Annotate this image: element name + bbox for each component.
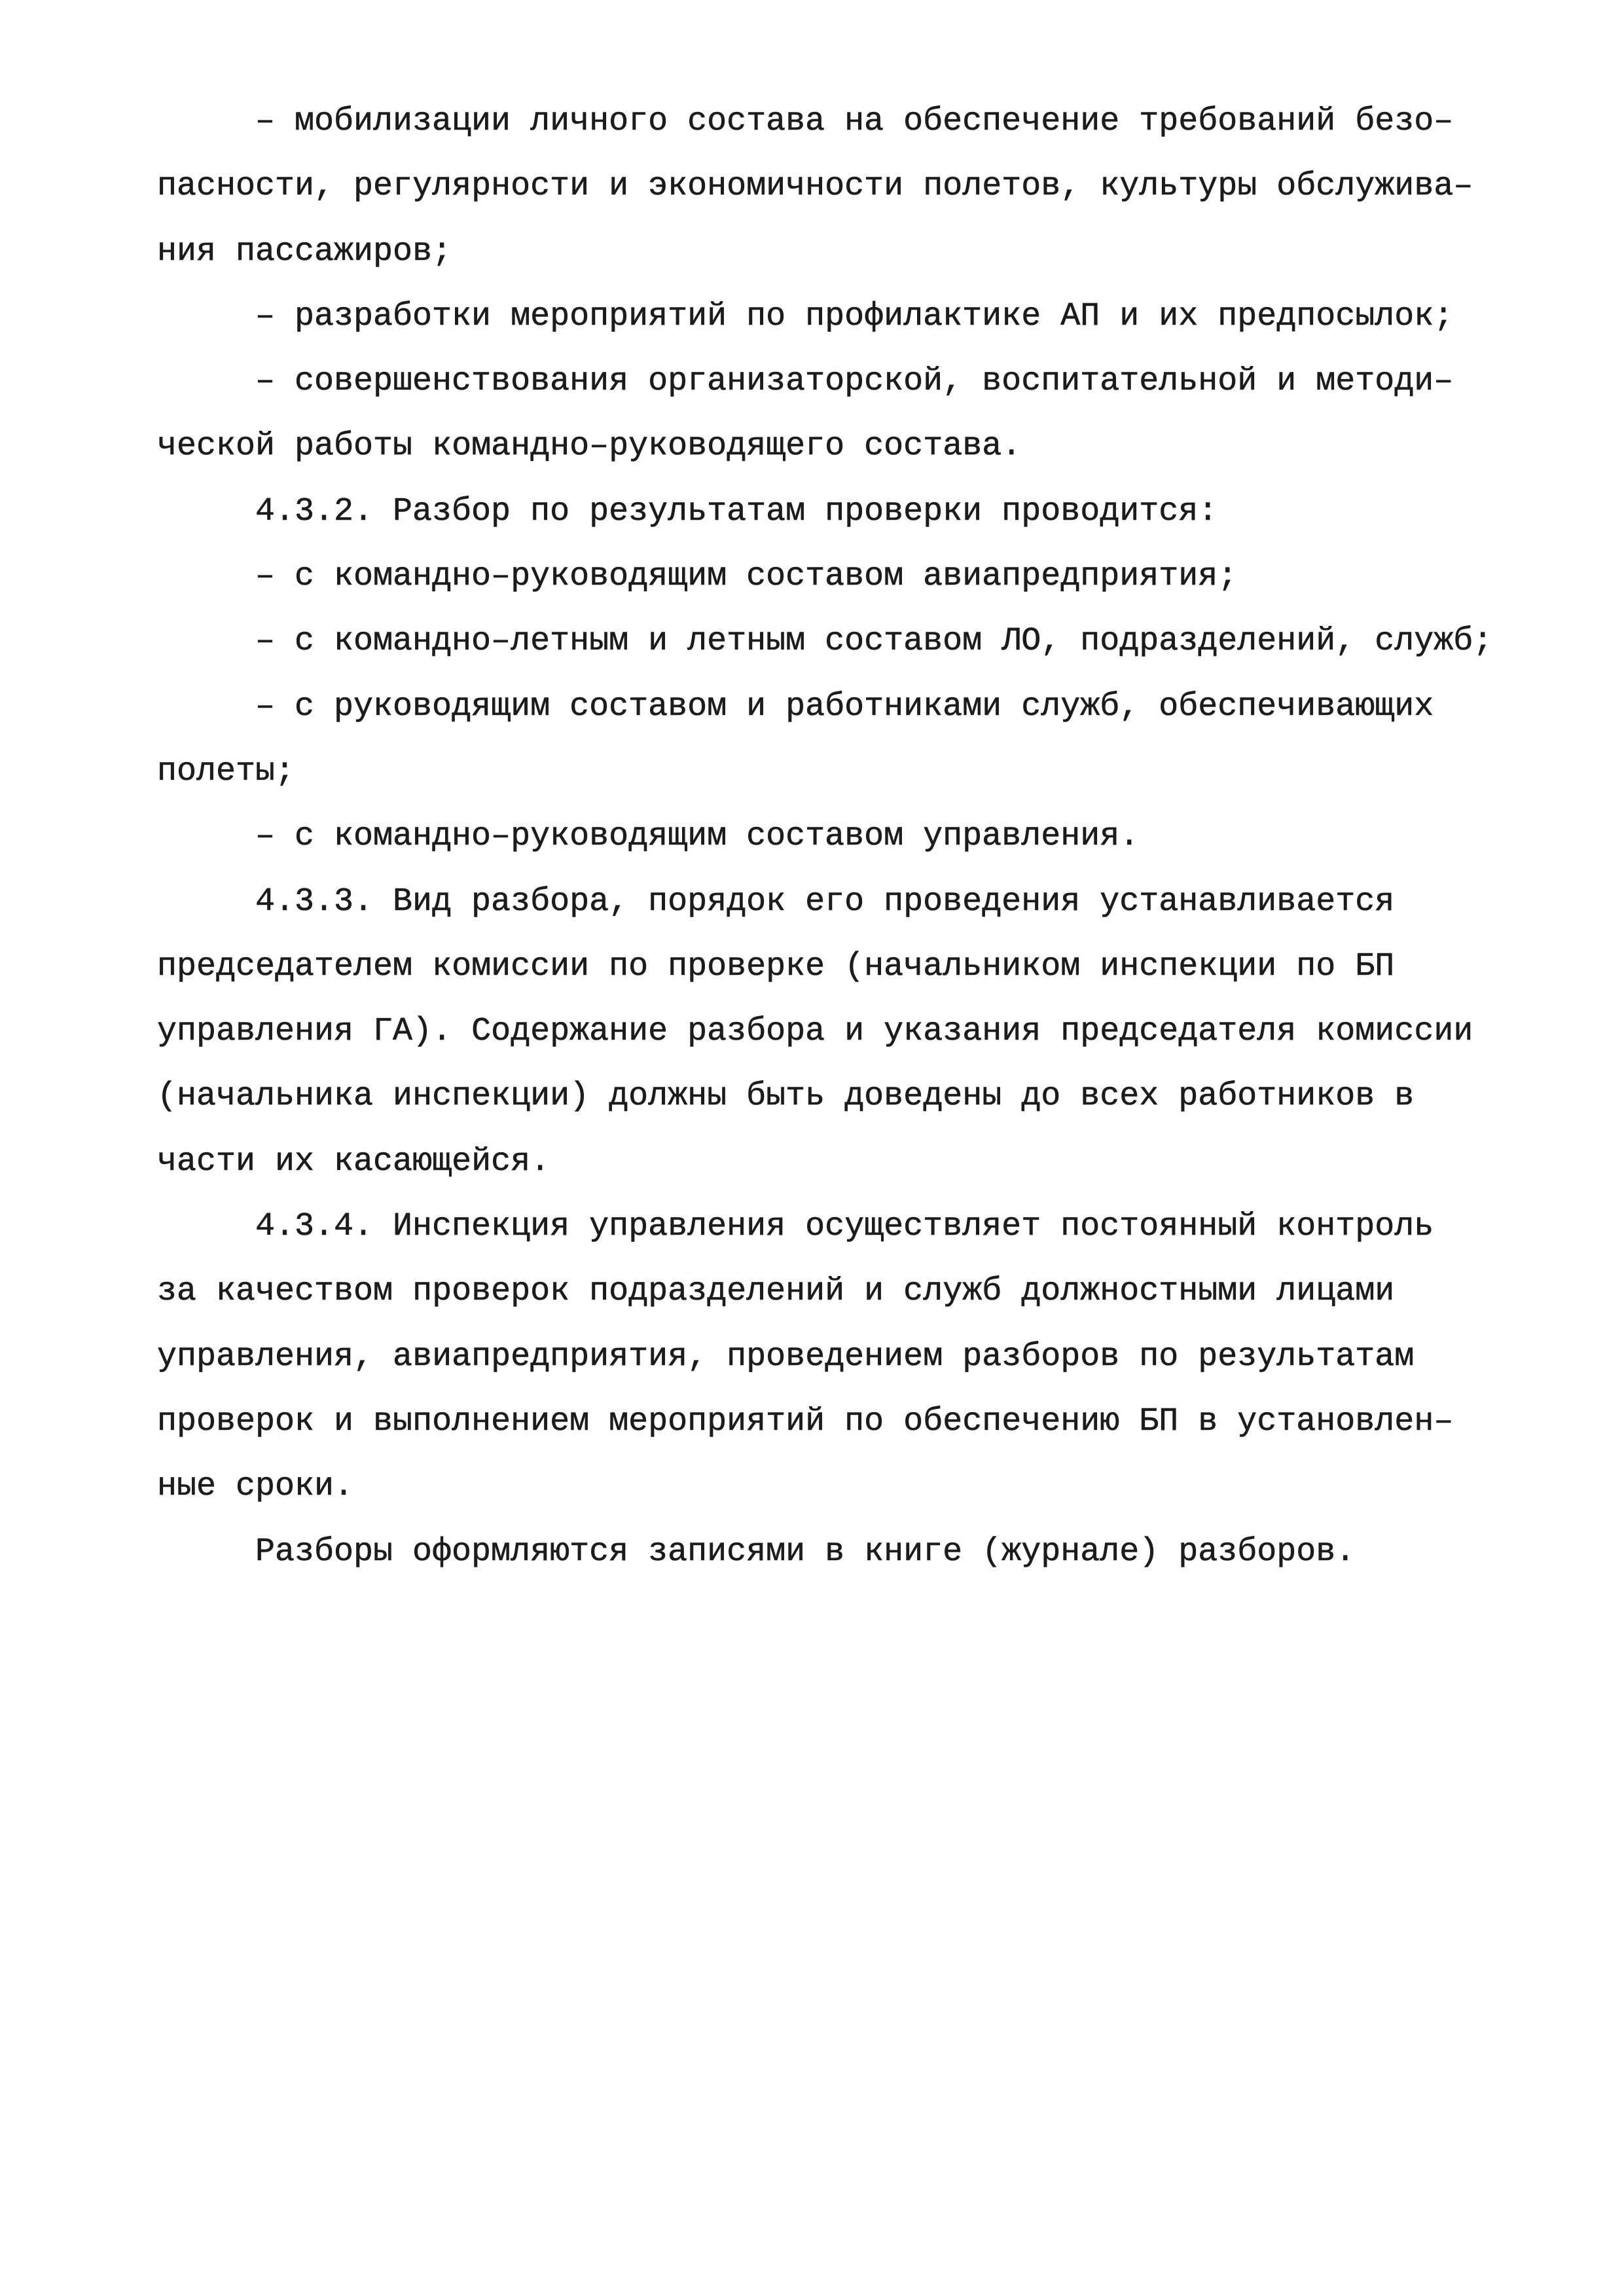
text-line: – с командно–летным и летным составом ЛО, подразделений, служб; (255, 623, 1493, 661)
text-line: ные сроки. (157, 1468, 354, 1506)
document-body (157, 89, 1532, 1584)
text-line: управления, авиапредприятия, проведением разборов по результатам (157, 1338, 1415, 1376)
text-line: за качеством проверок подразделений и служб должностными лицами (157, 1273, 1395, 1311)
text-line: ния пассажиров; (157, 232, 452, 270)
text-line: полеты; (157, 752, 295, 790)
text-line: – совершенствования организаторской, воспитательной и методи– (255, 363, 1454, 401)
text-line: – с руководящим составом и работниками служб, обеспечивающих (255, 687, 1434, 725)
text-line: – мобилизации личного состава на обеспечение требований безо– (255, 103, 1454, 140)
text-line: части их касающейся. (157, 1142, 550, 1180)
text-line: – с командно–руководящим составом управления. (255, 818, 1140, 856)
text-line: управления ГА). Содержание разбора и указания председателя комиссии (157, 1013, 1473, 1051)
text-line: пасности, регулярности и экономичности полетов, культуры обслужива– (157, 168, 1473, 206)
section-heading-4-3-3: 4.3.3. Вид разбора, порядок его проведения устанавливается (255, 883, 1395, 920)
text-line: – с командно–руководящим составом авиапредприятия; (255, 558, 1238, 596)
text-line: ческой работы командно–руководящего состава. (157, 428, 1022, 465)
text-line: – разработки мероприятий по профилактике АП и их предпосылок; (255, 297, 1454, 335)
text-line: проверок и выполнением мероприятий по обеспечению БП в установлен– (157, 1402, 1454, 1440)
section-heading-4-3-2: 4.3.2. Разбор по результатам проверки проводится: (255, 492, 1218, 530)
text-line: Разборы оформляются записями в книге (журнале) разборов. (255, 1533, 1356, 1571)
section-heading-4-3-4: 4.3.4. Инспекция управления осуществляет постоянный контроль (255, 1208, 1434, 1246)
text-line: (начальника инспекции) должны быть доведены до всех работников в (157, 1078, 1415, 1116)
text-line: председателем комиссии по проверке (начальником инспекции по БП (157, 947, 1395, 985)
